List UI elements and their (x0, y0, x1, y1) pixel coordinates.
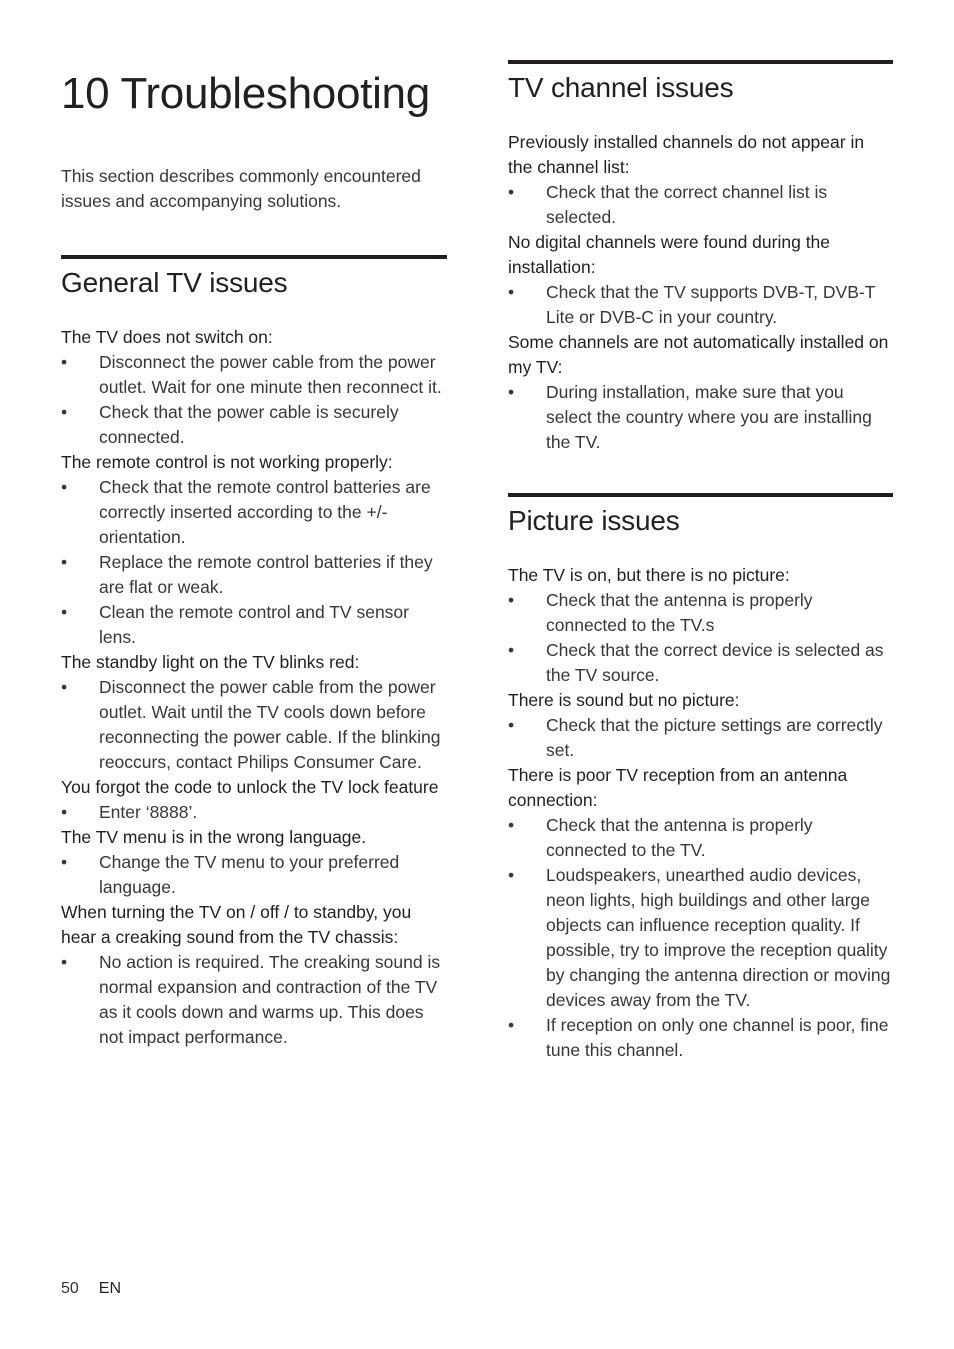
bullet-icon: • (508, 590, 515, 610)
issue-question: The standby light on the TV blinks red: (61, 652, 360, 672)
solution-item (508, 863, 893, 1013)
section-title: General TV issues (61, 267, 288, 298)
issue-question: Previously installed channels do not appear in the channel list: (508, 132, 865, 177)
solution-item (61, 675, 447, 775)
chapter-title: 10 Troubleshooting (61, 69, 430, 118)
solution-list (61, 350, 447, 450)
bullet-icon: • (508, 182, 515, 202)
issue-question: The TV is on, but there is no picture: (508, 565, 790, 585)
solution-list (508, 280, 893, 330)
solution-text: Check that the antenna is properly connected to the TV.s (546, 590, 813, 635)
solution-list (61, 950, 447, 1050)
bullet-icon: • (508, 1015, 515, 1035)
solution-text: Enter ‘8888’. (99, 802, 198, 822)
issue-question: You forgot the code to unlock the TV lock feature (61, 777, 439, 797)
solution-item (61, 350, 447, 400)
section-body (508, 563, 893, 1063)
section-title: TV channel issues (508, 72, 734, 103)
solution-item (508, 588, 893, 638)
bullet-icon: • (61, 402, 68, 422)
bullet-icon: • (61, 552, 68, 572)
page-footer (61, 1278, 121, 1300)
bullet-icon: • (61, 802, 68, 822)
bullet-icon: • (508, 640, 515, 660)
section-body (61, 325, 447, 1050)
solution-item (61, 400, 447, 450)
solution-text: If reception on only one channel is poor, fine tune this channel. (546, 1015, 889, 1060)
bullet-icon: • (508, 865, 515, 885)
solution-text: Clean the remote control and TV sensor lens. (99, 602, 409, 647)
solution-list (508, 713, 893, 763)
bullet-icon: • (61, 952, 68, 972)
solution-item (61, 850, 447, 900)
solution-item (508, 180, 893, 230)
page-number: 50 (61, 1280, 79, 1297)
solution-text: Check that the correct device is selected as the TV source. (546, 640, 884, 685)
solution-text: During installation, make sure that you select the country where you are installing the TV. (546, 382, 872, 452)
solution-text: Check that the TV supports DVB-T, DVB-T Lite or DVB-C in your country. (546, 282, 876, 327)
solution-item (508, 380, 893, 455)
solution-text: Check that the remote control batteries are correctly inserted according to the +/- orientation. (99, 477, 431, 547)
issue-question: There is sound but no picture: (508, 690, 740, 710)
bullet-icon: • (61, 352, 68, 372)
solution-item (61, 475, 447, 550)
solution-text: No action is required. The creaking sound is normal expansion and contraction of the TV as it cools down and warms up. This does not impact performance. (99, 952, 441, 1047)
solution-list (61, 850, 447, 900)
bullet-icon: • (508, 815, 515, 835)
solution-item (508, 280, 893, 330)
solution-item (61, 550, 447, 600)
solution-text: Disconnect the power cable from the power outlet. Wait for one minute then reconnect it. (99, 352, 442, 397)
solution-item (61, 950, 447, 1050)
bullet-icon: • (508, 382, 515, 402)
solution-text: Disconnect the power cable from the power outlet. Wait until the TV cools down before reconnecting the power cable. If the blinking reoccurs, contact Philips Consumer Care. (99, 677, 441, 772)
solution-item (508, 713, 893, 763)
language-code: EN (98, 1280, 122, 1297)
solution-text: Replace the remote control batteries if they are flat or weak. (99, 552, 433, 597)
solution-list (508, 813, 893, 1063)
solution-list (61, 675, 447, 775)
solution-list (508, 180, 893, 230)
solution-text: Check that the antenna is properly connected to the TV. (546, 815, 813, 860)
bullet-icon: • (61, 477, 68, 497)
solution-item (508, 1013, 893, 1063)
section-tv-channel-issues (508, 60, 893, 455)
solution-item (61, 600, 447, 650)
section-title: Picture issues (508, 505, 680, 536)
solution-text: Loudspeakers, unearthed audio devices, neon lights, high buildings and other large objects can influence reception quality. If possible, try to improve the reception quality by changing the antenna direction or moving devices away from the TV. (546, 865, 891, 1010)
solution-list (508, 588, 893, 688)
intro-text: This section describes commonly encountered issues and accompanying solutions. (61, 166, 421, 211)
solution-list (508, 380, 893, 455)
issue-question: The remote control is not working properly: (61, 452, 393, 472)
bullet-icon: • (508, 282, 515, 302)
solution-text: Check that the picture settings are correctly set. (546, 715, 883, 760)
solution-text: Check that the power cable is securely connected. (99, 402, 399, 447)
bullet-icon: • (61, 677, 68, 697)
solution-text: Check that the correct channel list is selected. (546, 182, 828, 227)
bullet-icon: • (61, 602, 68, 622)
solution-item (61, 800, 447, 825)
issue-question: Some channels are not automatically installed on my TV: (508, 332, 889, 377)
solution-list (61, 800, 447, 825)
bullet-icon: • (508, 715, 515, 735)
issue-question: The TV menu is in the wrong language. (61, 827, 367, 847)
section-general-tv-issues (61, 255, 447, 1050)
section-picture-issues (508, 493, 893, 1063)
issue-question: There is poor TV reception from an antenna connection: (508, 765, 848, 810)
issue-question: The TV does not switch on: (61, 327, 273, 347)
solution-item (508, 638, 893, 688)
issue-question: When turning the TV on / off / to standby, you hear a creaking sound from the TV chassis: (61, 902, 412, 947)
issue-question: No digital channels were found during the installation: (508, 232, 831, 277)
solution-item (508, 813, 893, 863)
bullet-icon: • (61, 852, 68, 872)
solution-text: Change the TV menu to your preferred language. (99, 852, 400, 897)
solution-list (61, 475, 447, 650)
section-body (508, 130, 893, 455)
